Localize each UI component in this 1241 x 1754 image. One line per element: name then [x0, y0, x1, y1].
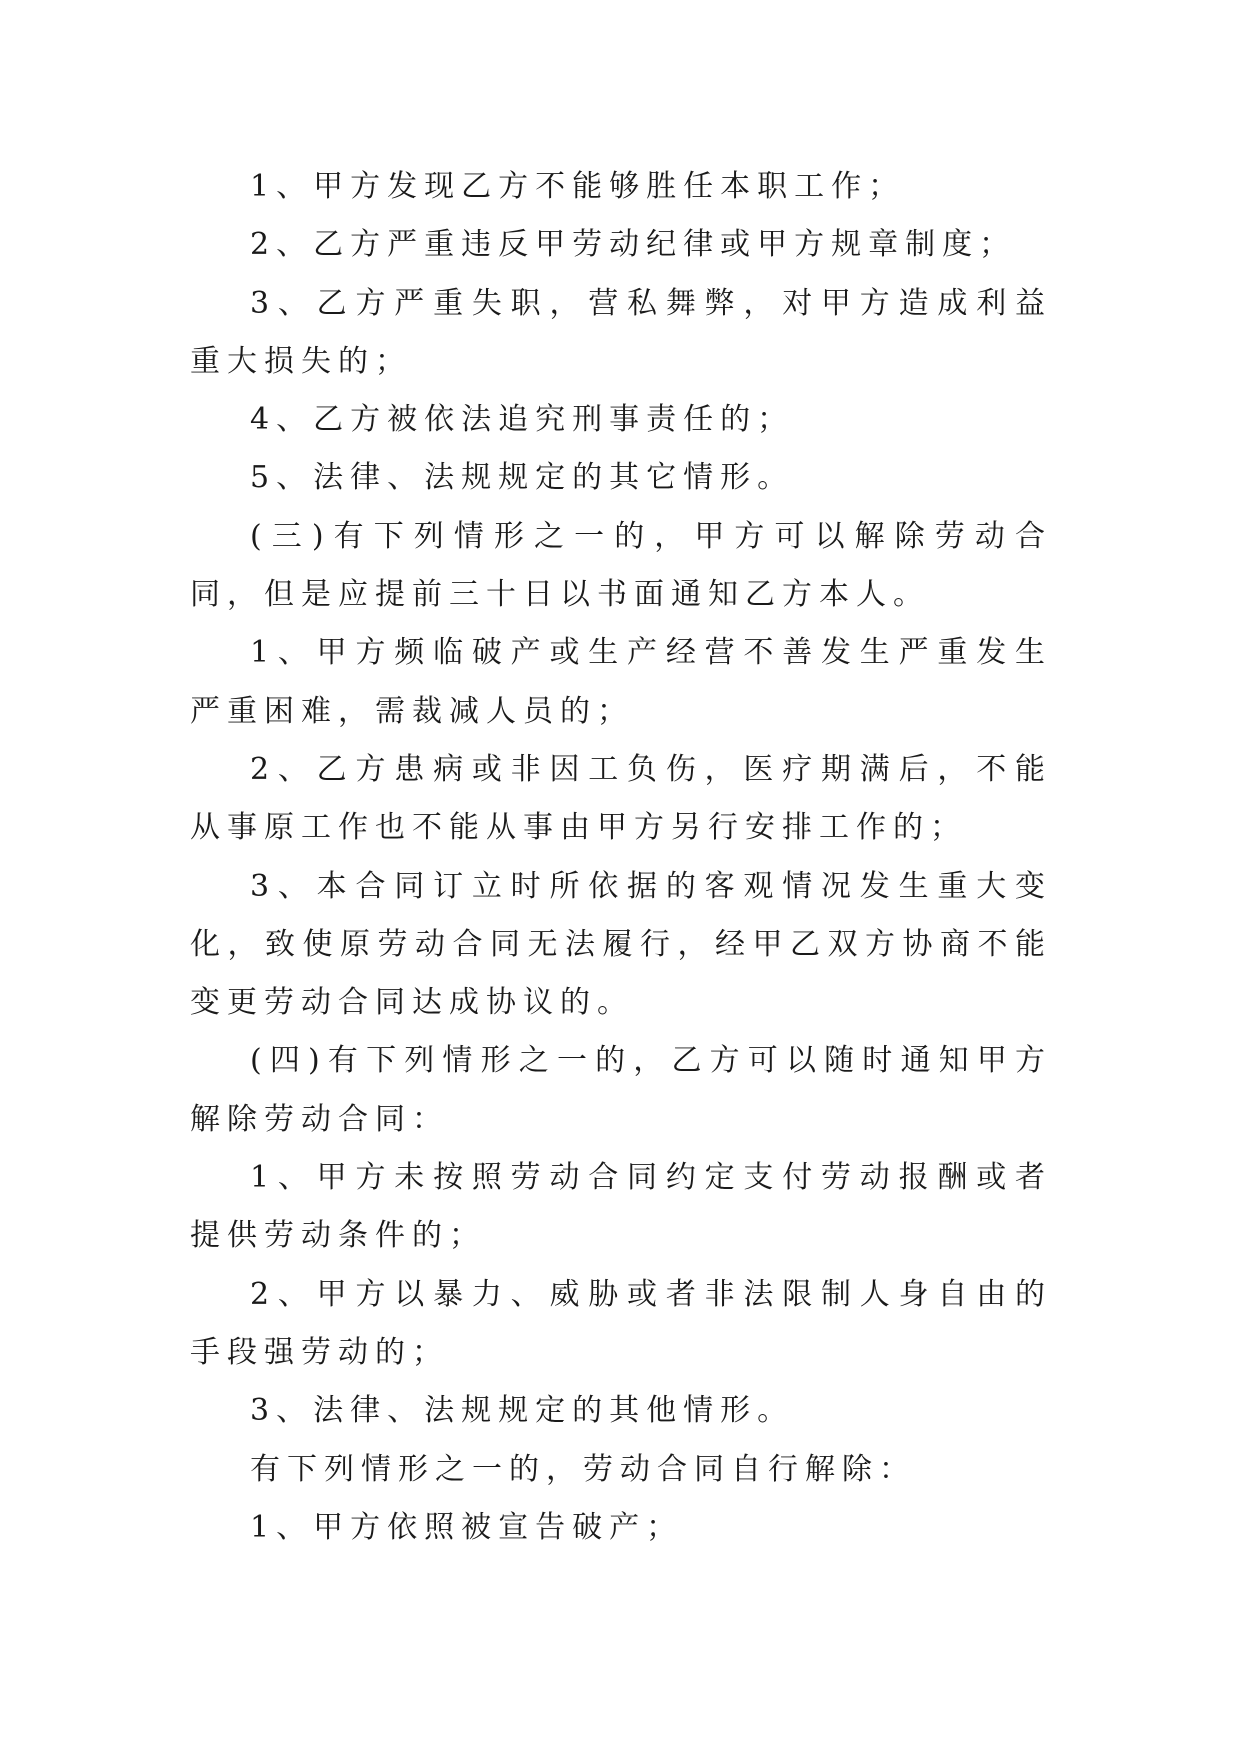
paragraph-2: 2、乙方严重违反甲劳动纪律或甲方规章制度；: [250, 227, 1017, 263]
paragraph-13: 3、法律、法规规定的其他情形。: [250, 1393, 795, 1429]
paragraph-9: 3、本合同订立时所依据的客观情况发生重大变化，致使原劳动合同无法履行，经甲乙双方协商不能变更劳动合同达成协议的。: [190, 868, 1052, 1021]
paragraph-7: 1、甲方频临破产或生产经营不善发生严重发生严重困难，需裁减人员的；: [190, 635, 1052, 729]
paragraph-10: (四)有下列情形之一的，乙方可以随时通知甲方解除劳动合同：: [190, 1043, 1052, 1137]
paragraph-6: (三)有下列情形之一的，甲方可以解除劳动合同，但是应提前三十日以书面通知乙方本人。: [190, 518, 1052, 613]
paragraph-8: 2、乙方患病或非因工负伤，医疗期满后，不能从事原工作也不能从事由甲方另行安排工作的；: [190, 751, 1052, 846]
paragraph-1: 1、甲方发现乙方不能够胜任本职工作；: [250, 169, 906, 204]
paragraph-11: 1、甲方未按照劳动合同约定支付劳动报酬或者提供劳动条件的；: [190, 1160, 1052, 1254]
paragraph-3: 3、乙方严重失职，营私舞弊，对甲方造成利益重大损失的；: [190, 285, 1052, 379]
paragraph-12: 2、甲方以暴力、威胁或者非法限制人身自由的手段强劳动的；: [190, 1276, 1052, 1370]
paragraph-14: 有下列情形之一的，劳动合同自行解除：: [250, 1451, 916, 1487]
paragraph-5: 5、法律、法规规定的其它情形。: [250, 460, 795, 496]
paragraph-15: 1、甲方依照被宣告破产；: [250, 1509, 684, 1545]
paragraph-4: 4、乙方被依法追究刑事责任的；: [250, 402, 795, 438]
document-body: [190, 158, 1052, 1557]
